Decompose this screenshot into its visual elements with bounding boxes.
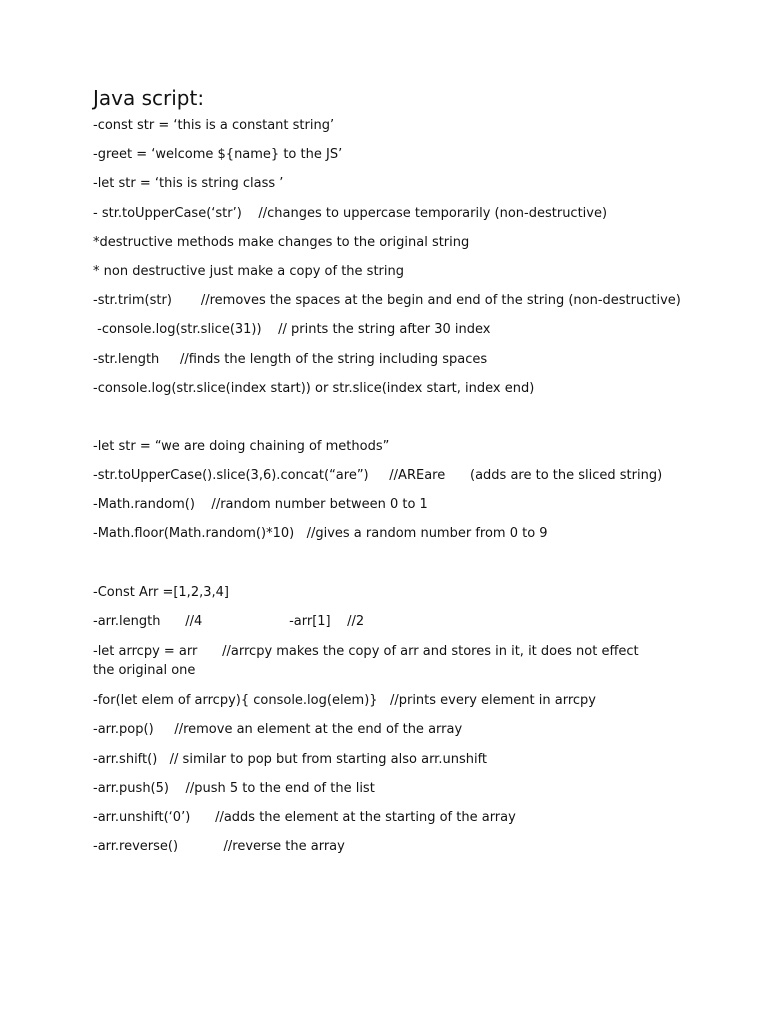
blank-line (93, 410, 663, 439)
document-title: Java script: (93, 86, 205, 110)
text-line: -arr.length //4 -arr[1] //2 (93, 613, 365, 629)
text-line: - str.toUpperCase(‘str’) //changes to uppercase temporarily (non-destructive) (93, 205, 608, 221)
text-line: -let arrcpy = arr //arrcpy makes the copy of arr and stores in it, it does not effect the original one (93, 644, 643, 678)
text-line: -Const Arr =[1,2,3,4] (93, 584, 229, 600)
text-line: -Math.floor(Math.random()*10) //gives a random number from 0 to 9 (93, 526, 548, 542)
text-line: -console.log(str.slice(index start)) or str.slice(index start, index end) (93, 380, 535, 396)
section-arrays (93, 585, 663, 856)
text-line: -Math.random() //random number between 0 to 1 (93, 497, 428, 513)
text-line: -arr.push(5) //push 5 to the end of the list (93, 780, 375, 796)
text-line: -arr.unshift(‘0’) //adds the element at the starting of the array (93, 809, 516, 825)
document-page (93, 84, 681, 868)
text-line: -arr.pop() //remove an element at the end of the array (93, 722, 463, 738)
text-line: -arr.reverse() //reverse the array (93, 839, 345, 855)
blank-line (93, 556, 663, 585)
text-line: -const str = ‘this is a constant string’ (93, 118, 335, 133)
section-strings (93, 118, 681, 397)
text-line: -console.log(str.slice(31)) // prints the string after 30 index (93, 322, 491, 338)
text-line: *destructive methods make changes to the original string (93, 234, 470, 250)
text-line: -str.toUpperCase().slice(3,6).concat(“are”) //AREare (adds are to the sliced string) (93, 468, 663, 484)
text-line: * non destructive just make a copy of the string (93, 263, 404, 279)
text-line: -str.length //finds the length of the string including spaces (93, 351, 488, 367)
text-line: -for(let elem of arrcpy){ console.log(elem)} //prints every element in arrcpy (93, 693, 596, 709)
text-line: -str.trim(str) //removes the spaces at the begin and end of the string (non-destructive) (93, 293, 681, 309)
text-line: -let str = “we are doing chaining of methods” (93, 438, 390, 454)
text-line: -arr.shift() // similar to pop but from starting also arr.unshift (93, 751, 488, 767)
text-line: -let str = ‘this is string class ’ (93, 176, 284, 192)
text-line: -greet = ‘welcome ${name} to the JS’ (93, 147, 343, 163)
section-chaining (93, 439, 663, 543)
